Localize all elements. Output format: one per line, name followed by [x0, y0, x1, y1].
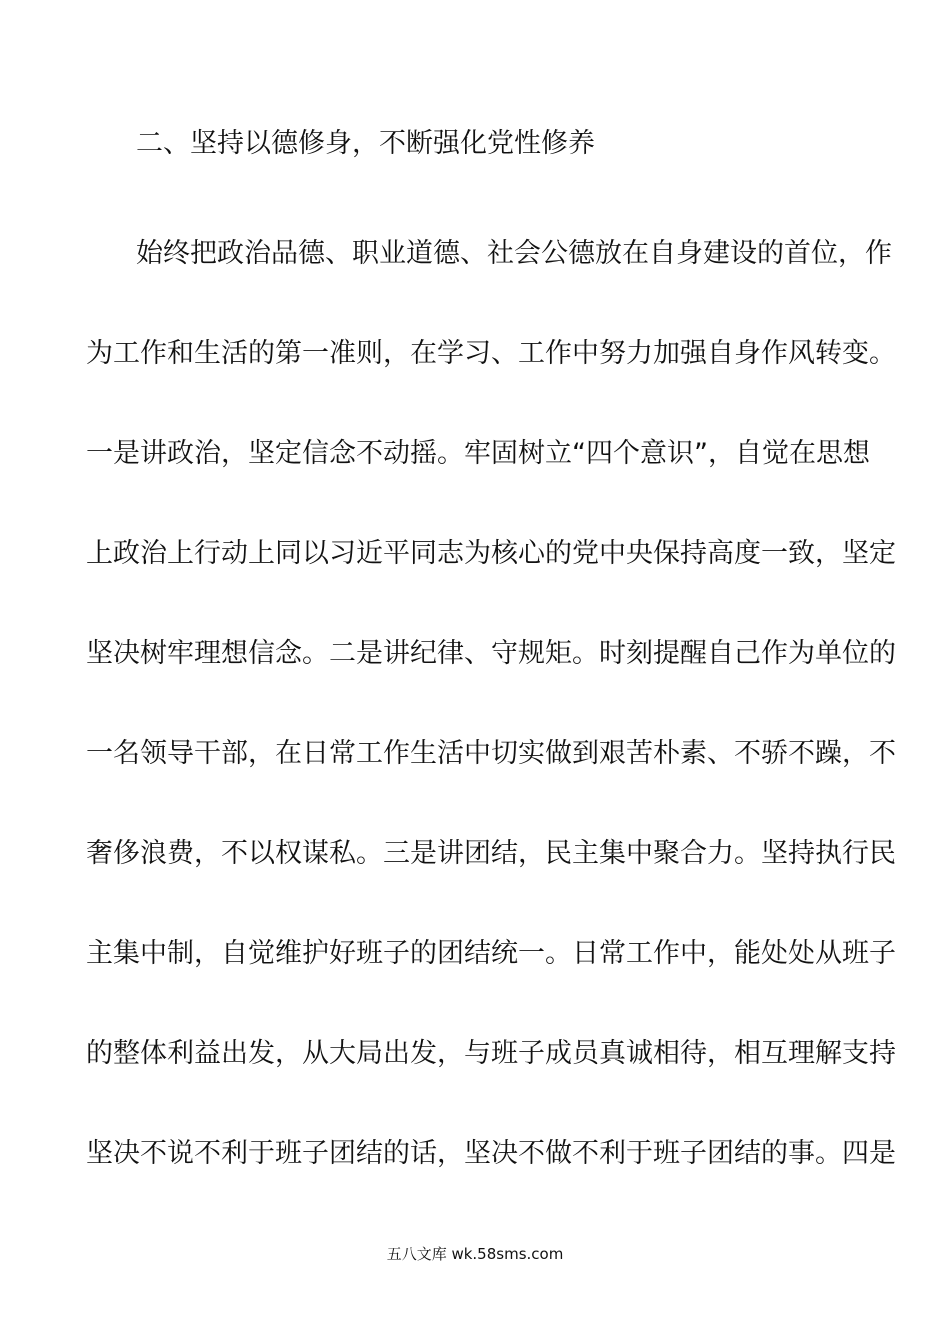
paragraph-line: 奢侈浪费，不以权谋私。三是讲团结，民主集中聚合力。坚持执行民 [86, 838, 896, 869]
page-footer: 五八文库 wk.58sms.com [386, 1245, 564, 1263]
paragraph-line: 的整体利益出发，从大局出发，与班子成员真诚相待，相互理解支持 [86, 1038, 896, 1069]
paragraph-line: 为工作和生活的第一准则，在学习、工作中努力加强自身作风转变。 [86, 338, 896, 369]
paragraph-line: 一名领导干部，在日常工作生活中切实做到艰苦朴素、不骄不躁，不 [86, 738, 896, 769]
paragraph-line: 一是讲政治，坚定信念不动摇。牢固树立“四个意识”，自觉在思想 [86, 438, 870, 469]
paragraph-line: 始终把政治品德、职业道德、社会公德放在自身建设的首位，作 [136, 238, 892, 269]
paragraph-line: 坚决不说不利于班子团结的话，坚决不做不利于班子团结的事。四是 [86, 1138, 896, 1169]
paragraph-line: 上政治上行动上同以习近平同志为核心的党中央保持高度一致，坚定 [86, 538, 896, 569]
paragraph-line: 坚决树牢理想信念。二是讲纪律、守规矩。时刻提醒自己作为单位的 [86, 638, 896, 669]
paragraph-line: 主集中制，自觉维护好班子的团结统一。日常工作中，能处处从班子 [86, 938, 896, 969]
section-heading: 二、坚持以德修身，不断强化党性修养 [136, 128, 595, 159]
